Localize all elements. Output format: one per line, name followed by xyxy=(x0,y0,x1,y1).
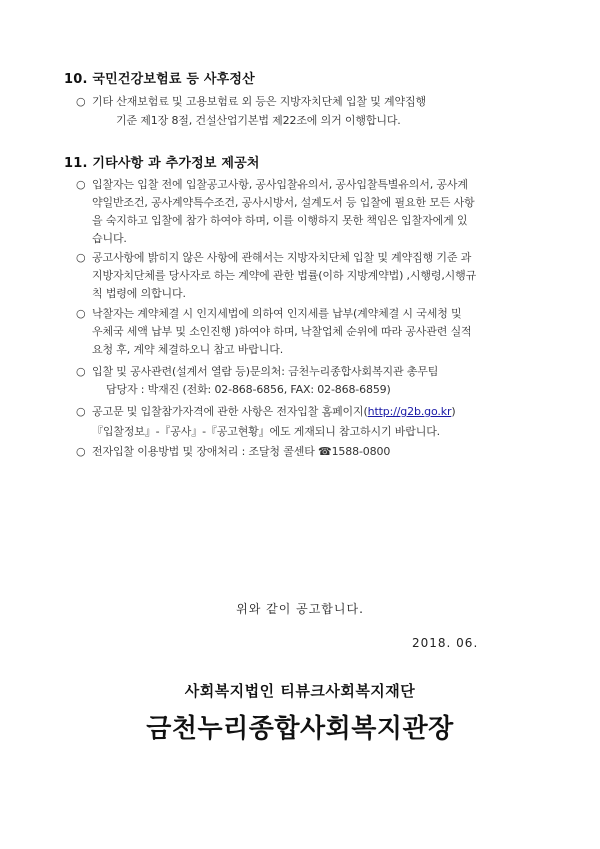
item-5-text-post: ) xyxy=(451,405,456,418)
item-5-line-1 xyxy=(92,404,455,419)
section-11-title: 11. 기타사항 과 추가정보 제공처 xyxy=(64,156,260,171)
item-1-line-2: 약일반조건, 공사계약특수조건, 공사시방서, 설계도서 등 입찰에 필요한 모든 사항 xyxy=(92,196,475,209)
item-5-text-pre: 공고문 및 입찰참가자격에 관한 사항은 전자입찰 홈페이지( xyxy=(92,405,368,418)
bullet-circle: ○ xyxy=(76,365,86,378)
section-10-line-2: 기준 제1장 8절, 건설산업기본법 제22조에 의거 이행합니다. xyxy=(116,114,401,127)
bullet-circle: ○ xyxy=(76,445,86,458)
item-2-line-1: 공고사항에 밝히지 않은 사항에 관해서는 지방자치단체 입찰 및 계약집행 기준 과 xyxy=(92,251,472,264)
foundation-name: 사회복지법인 티뷰크사회복지재단 xyxy=(184,682,416,700)
item-3-line-1: 낙찰자는 계약체결 시 인지세법에 의하여 인지세를 납부(계약체결 시 국세청 및 xyxy=(92,307,462,320)
item-6-line-1: 전자입찰 이용방법 및 장애처리 : 조달청 콜센타 ☎1588-0800 xyxy=(92,445,391,458)
g2b-link[interactable]: http://g2b.go.kr xyxy=(367,405,452,418)
section-10-line-1: 기타 산재보험료 및 고용보험료 외 등은 지방자치단체 입찰 및 계약집행 xyxy=(92,95,426,108)
notice-date: 2018. 06. xyxy=(412,636,479,650)
item-1-line-3: 을 숙지하고 입찰에 참가 하여야 하며, 이를 이행하지 못한 책임은 입찰자에게 있 xyxy=(92,214,468,227)
bullet-circle: ○ xyxy=(76,251,86,264)
item-1-line-4: 습니다. xyxy=(92,232,127,245)
section-10-title: 10. 국민건강보험료 등 사후정산 xyxy=(64,72,255,87)
item-4-line-1: 입찰 및 공사관련(설계서 열람 등)문의처: 금천누리종합사회복지관 총무팀 xyxy=(92,365,439,378)
director-title: 금천누리종합사회복지관장 xyxy=(146,714,454,744)
item-5-line-2: 『입찰정보』-『공사』-『공고현황』에도 게재되니 참고하시기 바랍니다. xyxy=(92,425,441,438)
notice-text: 위와 같이 공고합니다. xyxy=(236,602,364,616)
bullet-circle: ○ xyxy=(76,405,86,418)
bullet-circle: ○ xyxy=(76,95,86,108)
item-2-line-2: 지방자치단체를 당사자로 하는 계약에 관한 법률(이하 지방계약법) ,시행령,시행규 xyxy=(92,269,477,282)
item-1-line-1: 입찰자는 입찰 전에 입찰공고사항, 공사입찰유의서, 공사입찰특별유의서, 공사계 xyxy=(92,178,468,191)
bullet-circle: ○ xyxy=(76,307,86,320)
item-3-line-3: 요청 후, 계약 체결하오니 참고 바랍니다. xyxy=(92,343,284,356)
bullet-circle: ○ xyxy=(76,178,86,191)
item-4-line-2: 담당자 : 박재진 (전화: 02-868-6856, FAX: 02-868-6859) xyxy=(106,383,391,396)
item-3-line-2: 우체국 세액 납부 및 소인진행 )하여야 하며, 낙찰업체 순위에 따라 공사관련 실적 xyxy=(92,325,472,338)
item-2-line-3: 칙 법령에 의합니다. xyxy=(92,287,186,300)
